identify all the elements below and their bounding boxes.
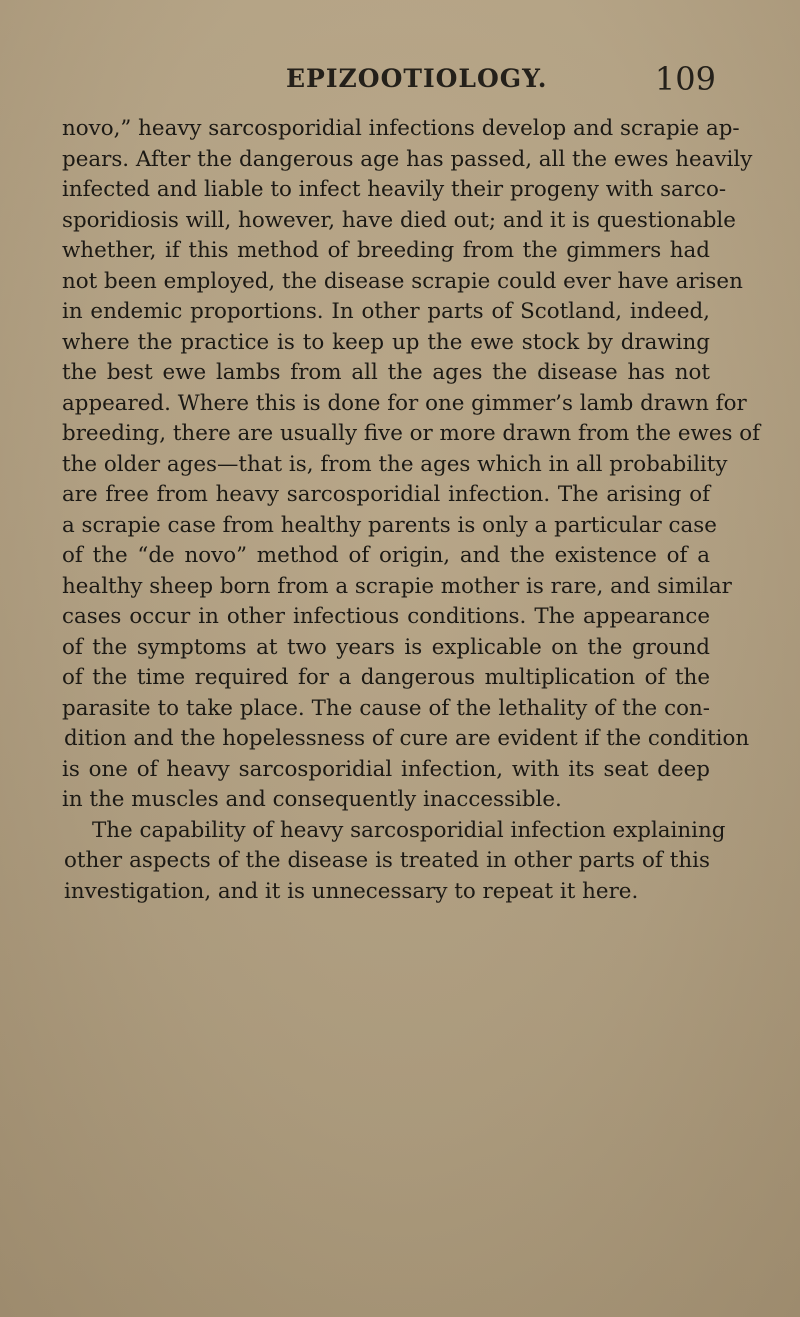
running-head: [286, 60, 716, 104]
text-line: whether, if this method of breeding from the gimmers had: [62, 238, 710, 263]
text-line: are free from heavy sarcosporidial infection. The arising of: [62, 482, 710, 507]
text-line: in endemic proportions. In other parts of Scotland, indeed,: [62, 299, 710, 324]
page-number: 109: [654, 60, 716, 98]
text-line: appeared. Where this is done for one gimmer’s lamb drawn for: [62, 390, 747, 416]
running-title: EPIZOOTIOLOGY.: [286, 64, 548, 93]
text-line: infected and liable to infect heavily their progeny with sarco-: [62, 177, 727, 202]
text-line: sporidiosis will, however, have died out; and it is questionable: [62, 207, 736, 233]
text-line: the older ages—that is, from the ages which in all probability: [62, 451, 728, 477]
text-line: not been employed, the disease scrapie could ever have arisen: [62, 268, 743, 294]
text-line: of the time required for a dangerous multiplication of the: [62, 665, 710, 690]
text-line: healthy sheep born from a scrapie mother is rare, and similar: [62, 573, 732, 599]
text-line: novo,” heavy sarcosporidial infections develop and scrapie ap-: [62, 116, 740, 141]
paragraph-end-line: investigation, and it is unnecessary to repeat it here.: [64, 878, 639, 904]
text-line: breeding, there are usually five or more drawn from the ewes of: [62, 421, 761, 446]
text-line: pears. After the dangerous age has passed, all the ewes heavily: [62, 146, 753, 172]
paragraph-start-line: The capability of heavy sarcosporidial infection explaining: [92, 817, 726, 843]
paragraph-end-line: in the muscles and consequently inaccessible.: [62, 787, 562, 812]
text-line: other aspects of the disease is treated in other parts of this: [64, 848, 710, 873]
body-text: [62, 114, 761, 907]
text-line: of the “de novo” method of origin, and the existence of a: [62, 543, 710, 568]
text-line: of the symptoms at two years is explicable on the ground: [62, 634, 710, 660]
text-line: dition and the hopelessness of cure are evident if the condition: [64, 726, 750, 751]
text-line: a scrapie case from healthy parents is only a particular case: [62, 512, 717, 538]
text-line: cases occur in other infectious conditions. The appearance: [62, 604, 710, 629]
text-line: is one of heavy sarcosporidial infection, with its seat deep: [62, 756, 710, 782]
text-line: parasite to take place. The cause of the lethality of the con-: [62, 695, 710, 721]
text-line: the best ewe lambs from all the ages the disease has not: [62, 360, 710, 385]
text-line: where the practice is to keep up the ewe stock by drawing: [62, 329, 710, 355]
